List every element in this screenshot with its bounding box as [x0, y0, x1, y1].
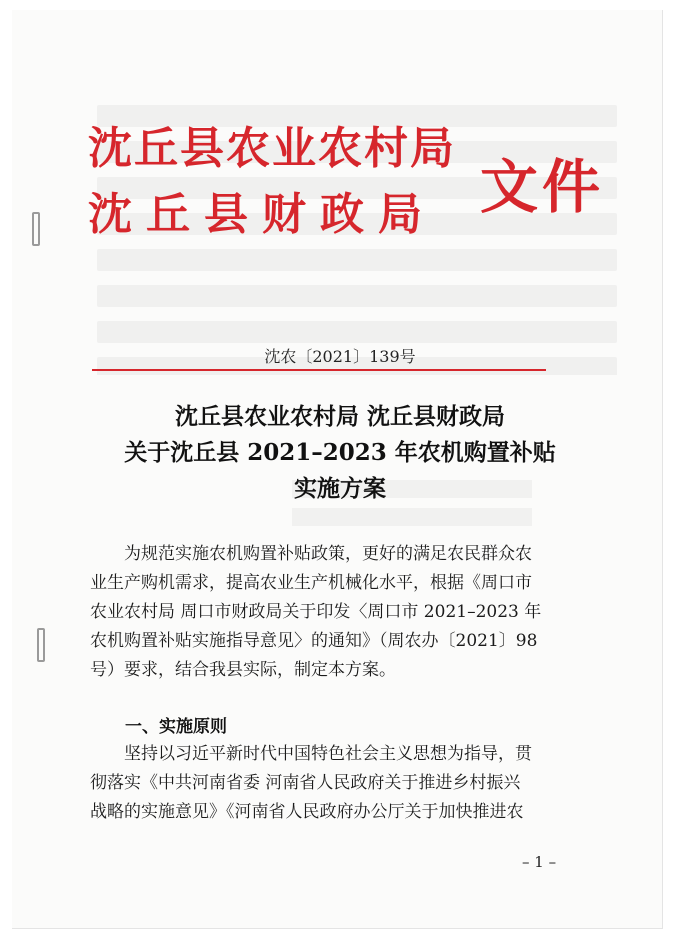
title-line-1: 沈丘县农业农村局 沈丘县财政局	[174, 403, 505, 430]
intro-line: 农机购置补贴实施指导意见〉的通知》（周农办〔2021〕98	[90, 631, 538, 651]
intro-line: 为规范实施农机购置补贴政策，更好的满足农民群众农	[124, 544, 532, 564]
section1-line: 坚持以习近平新时代中国特色社会主义思想为指导，贯	[124, 744, 532, 764]
issuer-line-2: 沈丘县财政局	[88, 189, 436, 240]
issuer-line-1: 沈丘县农业农村局	[88, 123, 456, 174]
intro-paragraph	[90, 540, 570, 685]
page-number: – 1 –	[522, 853, 557, 871]
section1-line: 战略的实施意见》《河南省人民政府办公厅关于加快推进农	[90, 802, 524, 822]
staple-bottom	[37, 628, 45, 662]
title-line-2: 关于沈丘县 2021–2023 年农机购置补贴	[124, 439, 556, 466]
section-heading: 一、实施原则	[125, 717, 227, 737]
title-line-3: 实施方案	[294, 475, 386, 502]
intro-line: 业生产购机需求，提高农业生产机械化水平，根据《周口市	[90, 573, 532, 593]
section1-paragraph	[90, 740, 570, 827]
staple-top	[32, 212, 40, 246]
section1-line: 彻落实《中共河南省委 河南省人民政府关于推进乡村振兴	[90, 773, 521, 793]
intro-line: 号）要求，结合我县实际，制定本方案。	[90, 660, 396, 680]
red-divider	[92, 369, 546, 371]
intro-line: 农业农村局 周口市财政局关于印发〈周口市 2021–2023 年	[90, 602, 542, 622]
document-number: 沈农〔2021〕139号	[264, 347, 416, 366]
doc-type-label: 文件	[480, 153, 605, 221]
